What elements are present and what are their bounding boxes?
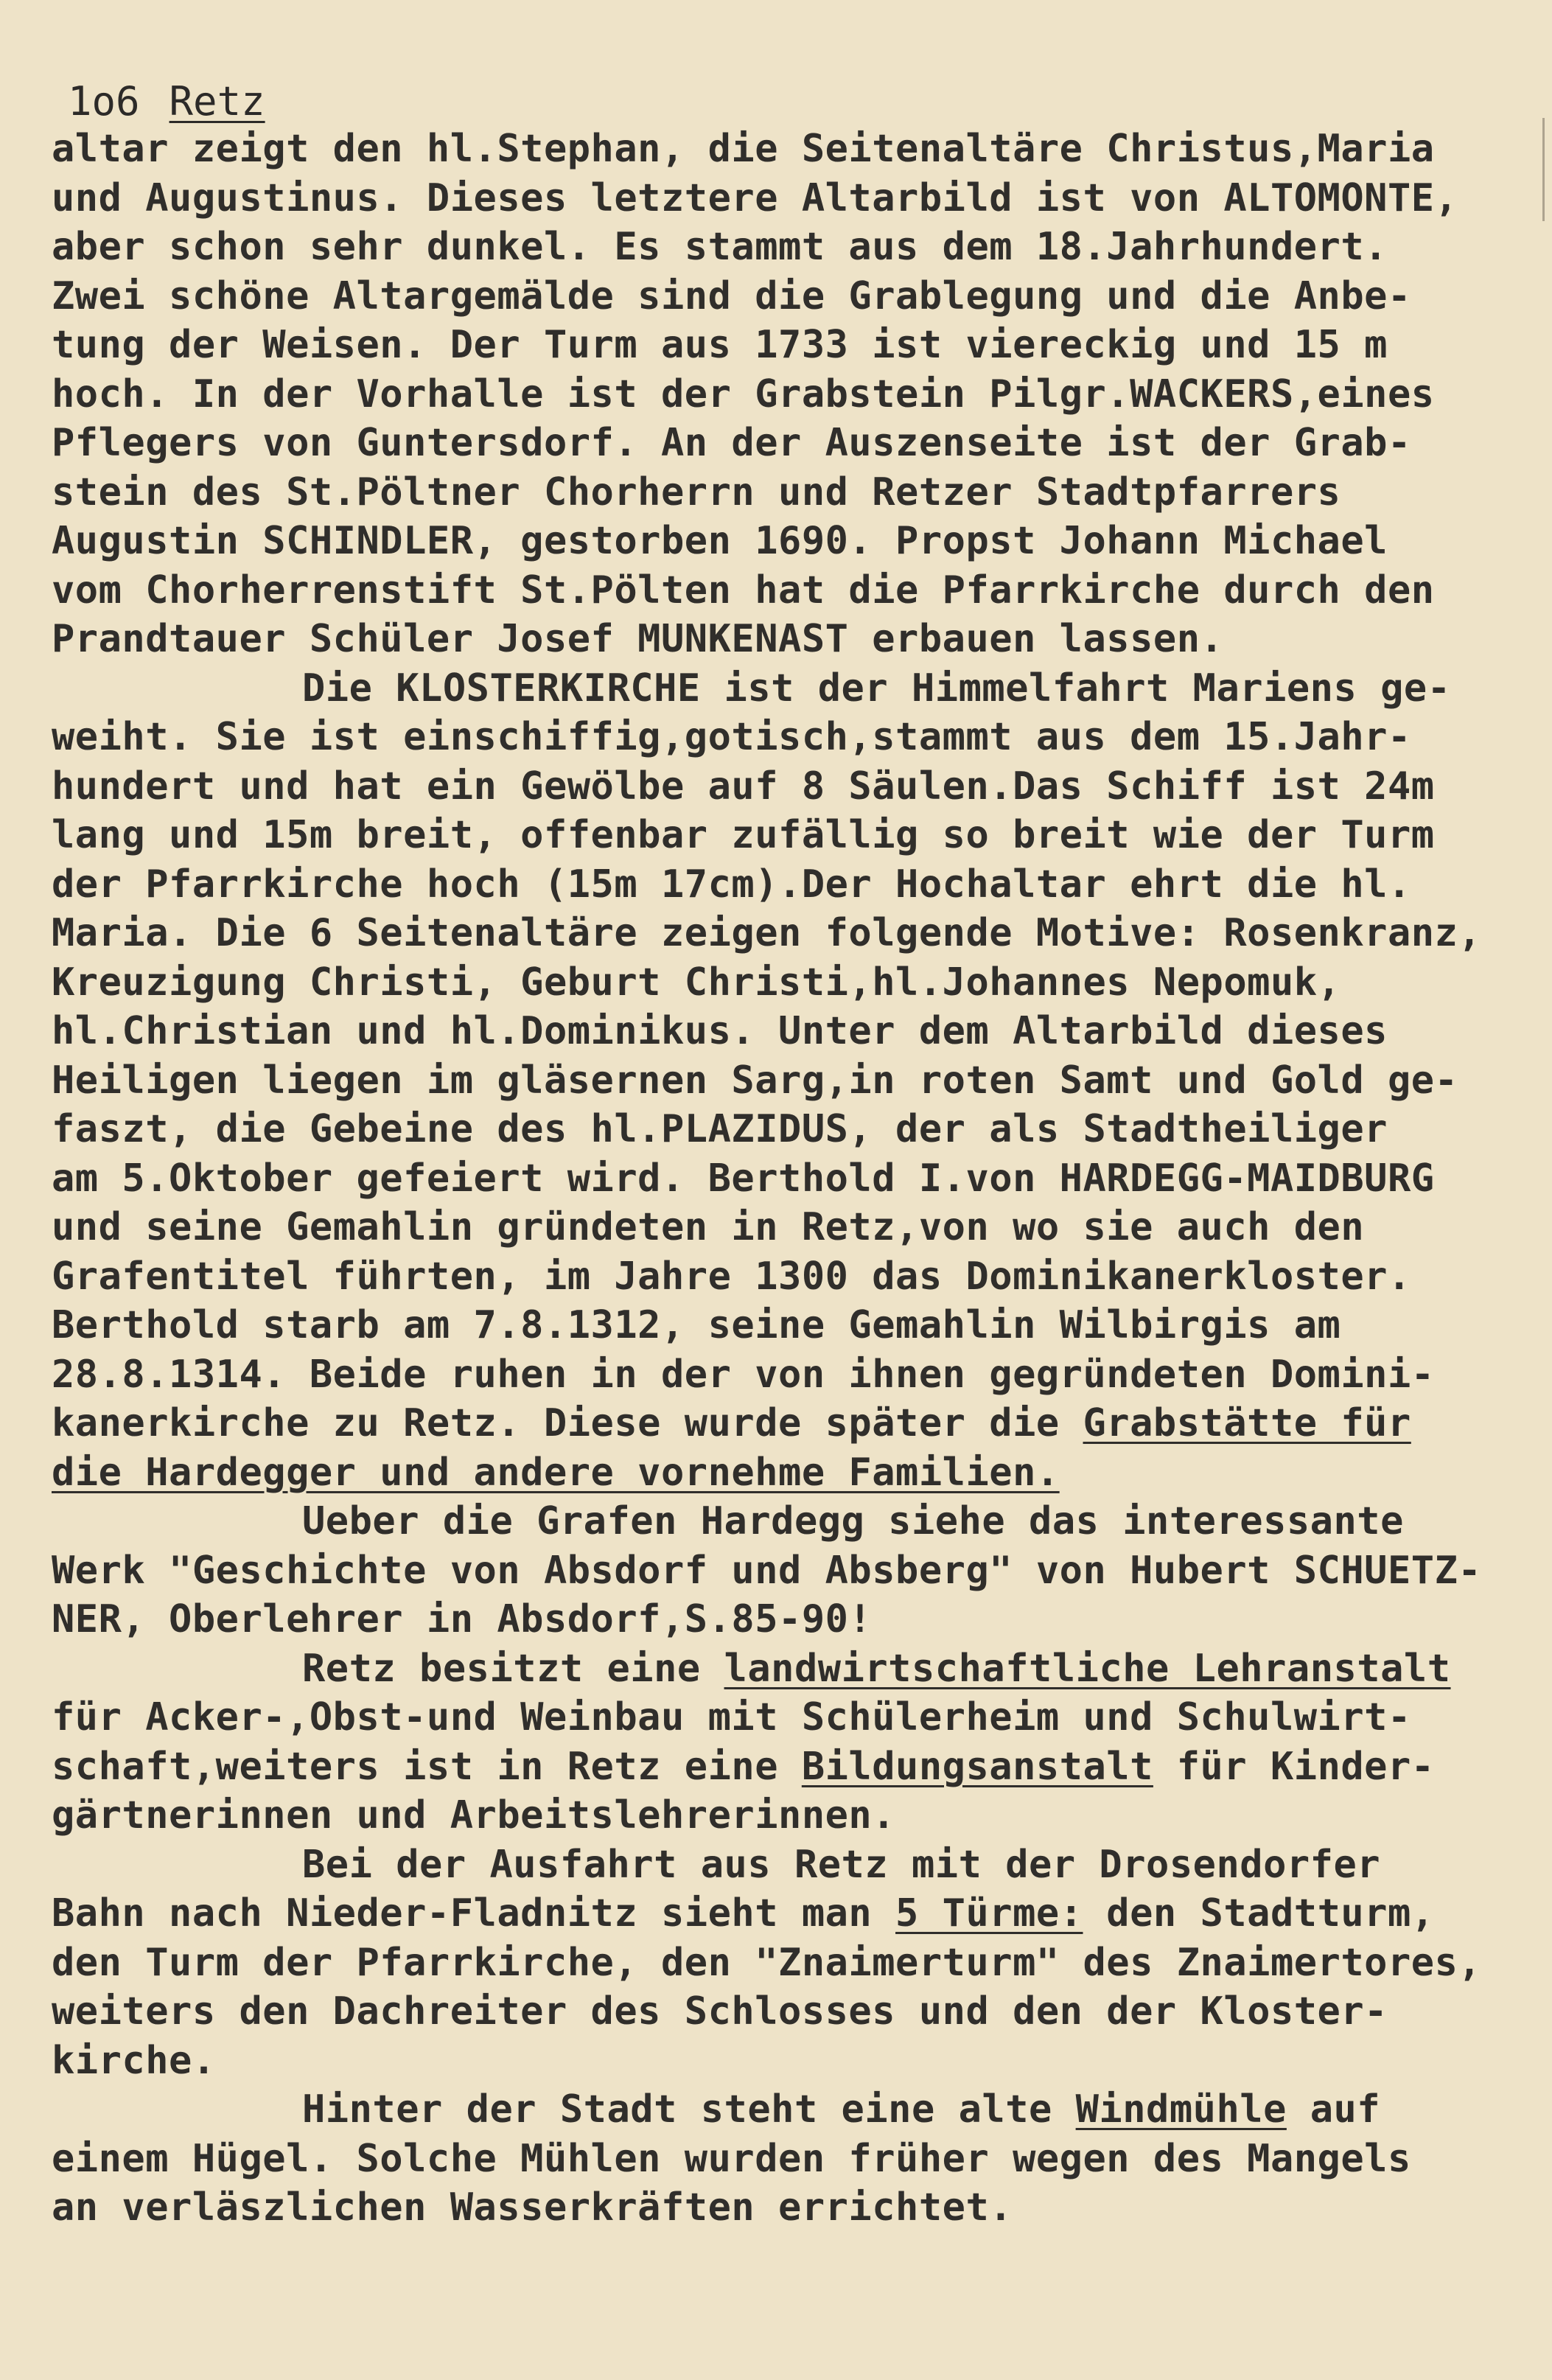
text-line: schaft,weiters ist in Retz eine Bildungsanstalt für Kinder- (52, 1744, 1435, 1789)
text-line (52, 1451, 1060, 1495)
margin-mark (1542, 118, 1545, 221)
text-line: Grafentitel führten, im Jahre 1300 das Dominikanerkloster. (52, 1254, 1411, 1299)
text-line: 28.8.1314. Beide ruhen in der von ihnen gegründeten Domini- (52, 1352, 1435, 1397)
underlined-phrase: Windmühle (1075, 2087, 1287, 2132)
text-line: faszt, die Gebeine des hl.PLAZIDUS, der als Stadtheiliger (52, 1107, 1388, 1151)
text-line: Pflegers von Guntersdorf. An der Auszenseite ist der Grab- (52, 421, 1411, 465)
page-title: Retz (169, 78, 265, 125)
text-line: Maria. Die 6 Seitenaltäre zeigen folgende Motive: Rosenkranz, (52, 911, 1482, 955)
text-line: der Pfarrkirche hoch (15m 17cm).Der Hochaltar ehrt die hl. (52, 862, 1411, 907)
text-line: Ueber die Grafen Hardegg siehe das interessante (302, 1499, 1404, 1543)
underlined-phrase: Bildungsanstalt (801, 1744, 1153, 1789)
text-line: lang und 15m breit, offenbar zufällig so breit wie der Turm (52, 813, 1435, 857)
text-line: und Augustinus. Dieses letztere Altarbild ist von ALTOMONTE, (52, 175, 1458, 220)
page-header (68, 80, 265, 124)
text-line: tung der Weisen. Der Turm aus 1733 ist viereckig und 15 m (52, 323, 1388, 367)
text-line: Die KLOSTERKIRCHE ist der Himmelfahrt Mariens ge- (302, 666, 1451, 711)
text-line: weiters den Dachreiter des Schlosses und den der Kloster- (52, 1989, 1388, 2034)
text-line: aber schon sehr dunkel. Es stammt aus dem 18.Jahrhundert. (52, 225, 1388, 269)
text-line: den Turm der Pfarrkirche, den "Znaimerturm" des Znaimertores, (52, 1940, 1482, 1985)
underlined-phrase: Grabstätte für (1083, 1401, 1411, 1445)
text-line: hundert und hat ein Gewölbe auf 8 Säulen.Das Schiff ist 24m (52, 764, 1435, 809)
text-line: Berthold starb am 7.8.1312, seine Gemahlin Wilbirgis am (52, 1303, 1341, 1347)
text-line: am 5.Oktober gefeiert wird. Berthold I.von HARDEGG-MAIDBURG (52, 1156, 1435, 1201)
text-line: Kreuzigung Christi, Geburt Christi,hl.Johannes Nepomuk, (52, 960, 1341, 1005)
text-line: und seine Gemahlin gründeten in Retz,von wo sie auch den (52, 1205, 1365, 1249)
underlined-phrase: die Hardegger und andere vornehme Familien. (52, 1450, 1060, 1495)
text-line: kanerkirche zu Retz. Diese wurde später die Grabstätte für (52, 1401, 1411, 1445)
text-line: NER, Oberlehrer in Absdorf,S.85-90! (52, 1597, 873, 1641)
text-line: hl.Christian und hl.Dominikus. Unter dem Altarbild dieses (52, 1009, 1388, 1053)
page-number: 1o6 (68, 78, 140, 125)
text-line: Bahn nach Nieder-Fladnitz sieht man 5 Türme: den Stadtturm, (52, 1891, 1435, 1936)
text-line: kirche. (52, 2038, 216, 2083)
text-line: Werk "Geschichte von Absdorf und Absberg" von Hubert SCHUETZ- (52, 1548, 1482, 1593)
text-line: gärtnerinnen und Arbeitslehrerinnen. (52, 1793, 896, 1838)
underlined-phrase: 5 Türme: (895, 1891, 1083, 1936)
underlined-phrase: landwirtschaftliche Lehranstalt (724, 1646, 1451, 1691)
text-line: an verläszlichen Wasserkräften errichtet. (52, 2185, 1013, 2230)
text-line: Augustin SCHINDLER, gestorben 1690. Propst Johann Michael (52, 519, 1388, 563)
text-line: Bei der Ausfahrt aus Retz mit der Drosendorfer (302, 1842, 1381, 1887)
text-line: Prandtauer Schüler Josef MUNKENAST erbauen lassen. (52, 617, 1224, 661)
text-line: Retz besitzt eine landwirtschaftliche Lehranstalt (302, 1646, 1451, 1691)
text-line: Zwei schöne Altargemälde sind die Grablegung und die Anbe- (52, 273, 1411, 318)
text-line: vom Chorherrenstift St.Pölten hat die Pfarrkirche durch den (52, 568, 1435, 613)
text-line: weiht. Sie ist einschiffig,gotisch,stammt aus dem 15.Jahr- (52, 715, 1411, 759)
text-line: einem Hügel. Solche Mühlen wurden früher wegen des Mangels (52, 2136, 1411, 2181)
text-line: für Acker-,Obst-und Weinbau mit Schülerheim und Schulwirt- (52, 1695, 1411, 1739)
text-line: stein des St.Pöltner Chorherrn und Retzer Stadtpfarrers (52, 470, 1341, 514)
text-line: Hinter der Stadt steht eine alte Windmühle auf (302, 2087, 1381, 2132)
text-line: hoch. In der Vorhalle ist der Grabstein Pilgr.WACKERS,eines (52, 371, 1435, 416)
text-line: altar zeigt den hl.Stephan, die Seitenaltäre Christus,Maria (52, 127, 1435, 171)
text-line: Heiligen liegen im gläsernen Sarg,in roten Samt und Gold ge- (52, 1058, 1458, 1103)
